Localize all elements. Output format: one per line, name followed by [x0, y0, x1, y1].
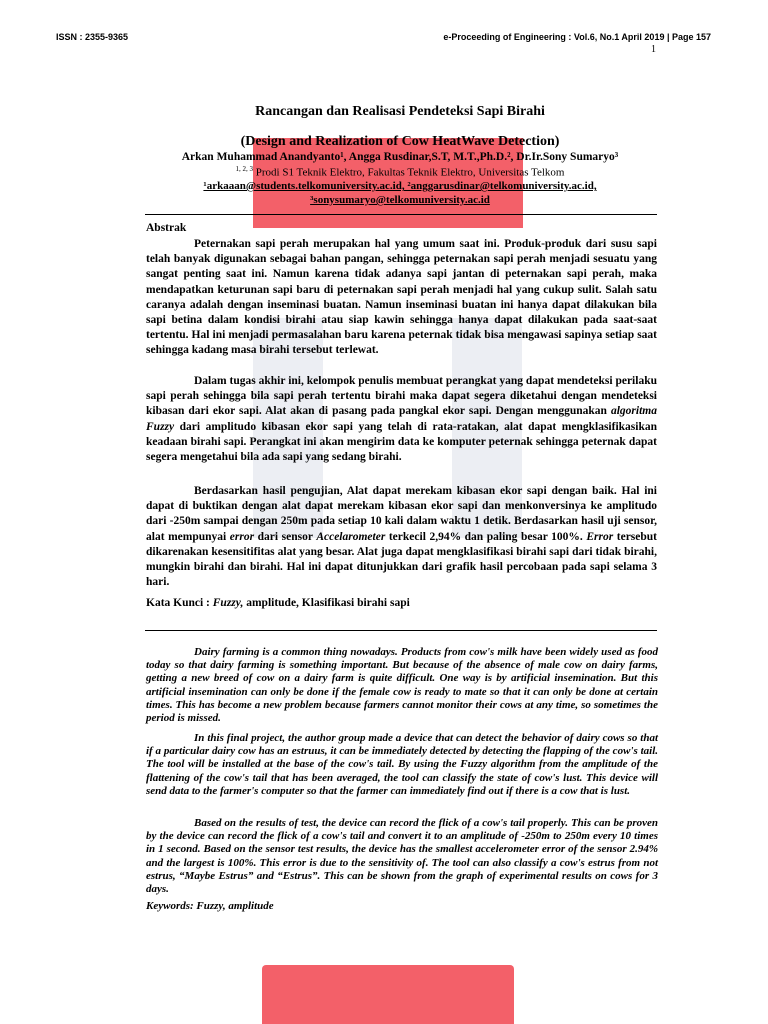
page-number: 1: [651, 44, 656, 55]
journal-info: e-Proceeding of Engineering : Vol.6, No.1 April 2019 | Page 157: [443, 32, 711, 42]
abstract-paragraph-1: Peternakan sapi perah merupakan hal yang umum saat ini. Produk-produk dari susu sapi telah banyak digunakan sebagai bahan pangan, sehingga peternakan sapi perah menjadi sesuatu yang sangat penting saat ini. Namun karena tidak adanya sapi jantan di peternakan sapi perah, maka mendapatkan keturunan sapi baru di peternakan sapi perah menjadi hal yang cukup sulit. Salah satu caranya adalah dengan inseminasi buatan. Namun inseminasi buatan ini hanya dapat dilakukan bila sapi betina dalam kondisi birahi atau siap kawin sehingga hanya dapat dilakukan pada saat-saat tertentu. Hal ini menjadi permasalahan baru karena peternak tidak bisa mengawasi sapinya setiap saat sehingga kadang masa birahi tersebut terlewat.: [146, 238, 657, 357]
p2-text-c: dari amplitudo kibasan ekor sapi yang telah di rata-ratakan, alat dapat mengklasifikasikan keadaan birahi sapi. Perangkat ini akan mengirim data ke komputer peternak sehingga peternak dapat segera mengetahui bila ada sapi yang sedang birahi.: [146, 420, 657, 464]
p3-text-e: terkecil 2,94% dan paling besar 100%.: [385, 530, 587, 543]
divider-middle: [145, 630, 657, 631]
kw-fuzzy: Fuzzy,: [212, 597, 244, 609]
kw-label: Kata Kunci :: [146, 597, 213, 609]
p2-text-a: Dalam tugas akhir ini, kelompok penulis membuat perangkat yang dapat mendeteksi perilaku sapi perah sehingga bila sapi perah tertentu birahi maka dapat segera diketahui dengan mendeteksi kibasan dari ekor sapi. Alat akan di pasang pada pangkal ekor sapi. Dengan menggunakan: [146, 375, 657, 418]
p3-text-accel: Accelarometer: [316, 530, 386, 543]
affiliation: [120, 165, 680, 179]
author-email-3[interactable]: ³sonysumaryo@telkomuniversity.ac.id: [310, 194, 490, 206]
p3-text-c: dari sensor: [254, 530, 317, 543]
kw-rest: amplitude, Klasifikasi birahi sapi: [243, 597, 410, 609]
keywords-indonesian: [146, 597, 410, 609]
keywords-english: Keywords: Fuzzy, amplitude: [146, 900, 274, 912]
p3-text-error: error: [229, 530, 255, 543]
paper-subtitle: (Design and Realization of Cow HeatWave Detection): [240, 134, 560, 149]
p3-text-a: Berdasarkan hasil pengujian, Alat dapat merekam kibasan ekor sapi dengan baik. Hal ini dapat di buktikan dengan alat dapat merekam kibasan ekor sapi dan menkonversinya ke amplitudo dari -250m sampai dengan 250m pada setiap 10 kali dalam waktu 1 detik. Berdasarkan hasil uji sensor, alat mempunyai: [146, 485, 657, 543]
divider-top: [145, 214, 657, 215]
p3-text-error2: Error: [586, 530, 614, 543]
english-abstract-paragraph-2: In this final project, the author group made a device that can detect the behavior of dairy cows so that if a particular dairy cow has an estruus, it can be immediately detected by detecting the flapping of the cow's tail. The tool will be installed at the base of the cow's tail. By using the Fuzzy algorithm from the amplitude of the flattening of the cow's tail that has been averaged, the tool can classify the state of cow's lust. This device will send data to the farmer's computer so that the farmer can immediately find out if there is a cow that is lust.: [146, 732, 658, 797]
abstract-paragraph-2: [146, 374, 657, 465]
p3-text-g: tersebut dikarenakan kesensitifitas alat yang besar. Alat juga dapat mengklasifikasi birahi sapi dari tidak birahi, mungkin birahi dan birahi. Hal ini dapat ditunjukkan dari grafik hasil percobaan pada sapi selama 3 hari.: [146, 530, 658, 589]
abstract-paragraph-3: [146, 484, 657, 590]
abstract-heading: Abstrak: [146, 222, 187, 234]
author-emails[interactable]: ¹arkaaan@students.telkomuniversity.ac.id, ²anggarusdinar@telkomuniversity.ac.id,: [203, 180, 597, 192]
affiliation-text: Prodi S1 Teknik Elektro, Fakultas Teknik Elektro, Universitas Telkom: [253, 166, 565, 179]
author-list: Arkan Muhammad Anandyanto¹, Angga Rusdinar,S.T, M.T.,Ph.D.², Dr.Ir.Sony Sumaryo³: [181, 151, 619, 163]
running-header: [56, 32, 711, 46]
issn-label: ISSN : 2355-9365: [56, 32, 129, 42]
english-abstract-paragraph-1: Dairy farming is a common thing nowadays. Products from cow's milk have been widely used as food today so that dairy farming is something important. But because of the absence of male cow on dairy farms, getting a new breed of cow on a dairy farm is quite difficult. One way is by artificial insemination. But this artificial insemination can only be done if the female cow is ready to mate so that it can only be done at certain times. This has become a new problem because farmers cannot monitor their cows at any time, so sometimes the period is missed.: [146, 646, 658, 725]
paper-title: Rancangan dan Realisasi Pendeteksi Sapi Birahi: [255, 104, 545, 119]
english-abstract-paragraph-3: Based on the results of test, the device can record the flick of a cow's tail properly. This can be proven by the device can record the flick of a cow's tail and convert it to an amplitude of -250m to 250m every 10 times in 1 second. Based on the sensor test results, the device has the smallest accelerometer error of the sensor 2.94% and the largest is 100%. This error is due to the sensitivity of. The tool can also classify a cow's estrus from not estrus, “Maybe Estrus” and “Estrus”. This can be shown from the graph of experimental results on cows for 3 days.: [146, 817, 658, 896]
affiliation-superscript: 1, 2, 3: [235, 165, 254, 173]
p2-text-italic: algoritma Fuzzy: [146, 405, 657, 433]
